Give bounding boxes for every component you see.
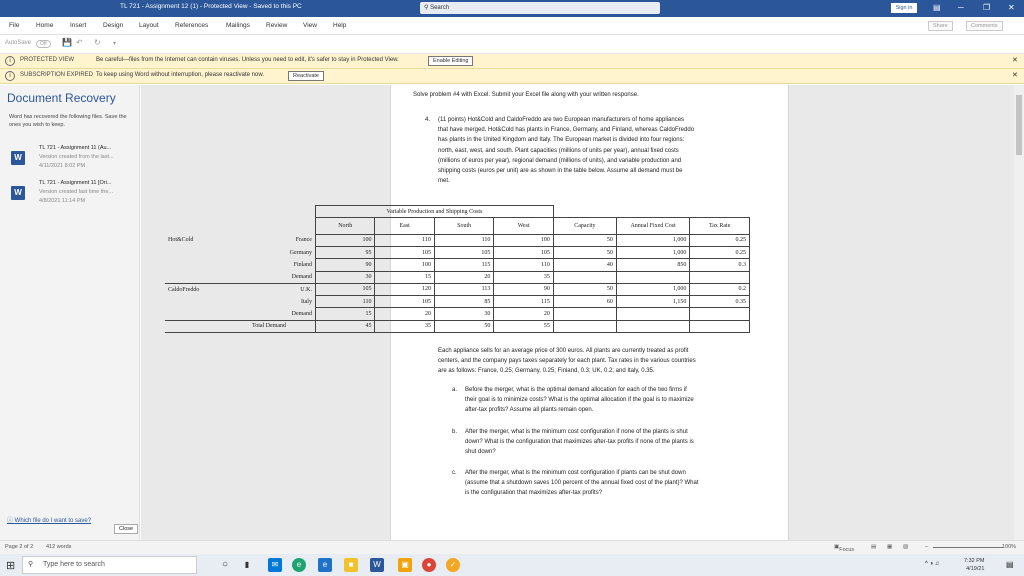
subscription-message: To keep using Word without interruption, please reactivate now. [96, 72, 264, 78]
tab-mailings[interactable]: Mailings [226, 22, 250, 29]
table-cell: 20 [434, 271, 493, 283]
problem-line: shipping costs (euros per unit) are as shown in the table below. Assume all demand must be [438, 168, 683, 174]
document-recovery-pane [0, 85, 140, 540]
page-indicator[interactable]: Page 2 of 2 [5, 544, 34, 550]
cost-table [165, 205, 750, 333]
table-row [165, 308, 750, 320]
which-file-link[interactable]: ⓘ Which file do I want to save? [7, 518, 92, 524]
table-cell: 30 [315, 271, 374, 283]
question-letter: c. [452, 470, 457, 476]
file-name: TL 721 - Assignment 11 [Ori... [39, 180, 112, 186]
table-cell: 105 [434, 246, 493, 258]
col-header: West [494, 218, 553, 234]
table-row [165, 271, 750, 283]
row-group [165, 308, 249, 320]
recovered-file-item[interactable] [9, 145, 137, 179]
table-cell: 100 [315, 234, 374, 246]
word-file-icon: W [11, 186, 25, 200]
table-cell: 15 [315, 308, 374, 320]
paragraph-line: Each appliance sells for an average price of 300 euros. All plants are currently treated as profit [438, 348, 689, 354]
notifications-icon[interactable]: ▤ [1006, 560, 1014, 569]
table-cell: 90 [315, 259, 374, 271]
row-group [165, 246, 249, 258]
search-placeholder: Search [430, 5, 450, 11]
subscription-label: SUBSCRIPTION EXPIRED [20, 72, 94, 78]
task-view-icon[interactable]: ▮ [244, 560, 250, 569]
status-bar [0, 540, 1024, 554]
table-cell: 1,000 [616, 246, 689, 258]
question-line: is the configuration that maximizes after-tax profits? [465, 490, 603, 497]
table-cell [690, 320, 750, 332]
table-cell [553, 308, 616, 320]
table-cell [616, 271, 689, 283]
table-cell: 35 [375, 320, 434, 332]
tab-design[interactable]: Design [103, 22, 124, 29]
table-cell: 105 [494, 246, 553, 258]
tab-view[interactable]: View [303, 22, 317, 29]
table-cell: 20 [375, 308, 434, 320]
row-label: Germany [289, 249, 312, 256]
word-taskbar-icon[interactable]: W [370, 558, 384, 572]
problem-line: (11 points) Hot&Cold and CaldoFreddo are two European manufacturers of home appliances [438, 117, 685, 123]
protected-view-bar [0, 54, 1024, 69]
quick-access-toolbar [0, 36, 1024, 54]
print-layout-icon[interactable]: ▦ [887, 544, 893, 550]
zoom-slider[interactable] [933, 547, 1003, 548]
col-header: Capacity [553, 218, 616, 234]
tab-home[interactable]: Home [36, 22, 54, 29]
problem-line: (millions of euros per year), regional demand (millions of units), and variable production and [438, 157, 682, 164]
row-group [165, 259, 249, 271]
search-box[interactable]: ⚲ Search [420, 2, 660, 14]
norton-icon[interactable]: ✓ [446, 558, 460, 572]
reactivate-button[interactable]: Reactivate [288, 71, 324, 81]
info-icon: i [5, 71, 15, 81]
title-bar [0, 0, 1024, 17]
scroll-thumb[interactable] [1016, 95, 1022, 155]
row-group: Hot&Cold [168, 237, 194, 244]
table-row [165, 320, 750, 332]
enable-editing-button[interactable]: Enable Editing [428, 56, 473, 66]
redo-icon[interactable]: ↻ [94, 38, 101, 47]
table-cell: 105 [375, 246, 434, 258]
table-cell [690, 271, 750, 283]
recovery-description: Word has recovered the following files. Save the ones you wish to keep. [9, 114, 127, 128]
table-row [165, 296, 750, 308]
restore-button[interactable]: ❐ [983, 3, 991, 12]
recovered-file-item[interactable] [9, 180, 137, 214]
clock[interactable]: 7:32 PM 4/19/21 [964, 558, 985, 572]
edge-icon[interactable]: e [292, 558, 306, 572]
table-cell: 95 [315, 246, 374, 258]
tab-file[interactable]: File [9, 22, 20, 29]
question-line: down? What is the configuration that maximizes after-tax profits if none of the plants is [465, 439, 694, 446]
recovery-title: Document Recovery [7, 91, 116, 105]
row-label: Total Demand [249, 320, 315, 332]
table-cell: 110 [315, 296, 374, 308]
table-cell: 55 [494, 320, 553, 332]
row-group [165, 271, 249, 283]
paragraph-line: centers, and the company pays taxes separately for each plant. Tax rates in the various countries [438, 358, 696, 365]
table-cell: 15 [375, 271, 434, 283]
tray-icons[interactable]: ^ ◑ ♫ [925, 561, 940, 567]
info-icon: i [5, 56, 15, 66]
table-cell: 1,000 [616, 283, 689, 295]
file-explorer-icon[interactable]: ■ [344, 558, 358, 572]
table-row [165, 246, 750, 258]
row-label: Demand [249, 308, 315, 320]
question-line: shut down? [465, 449, 496, 456]
problem-line: north, east, west, and south. Plant capacities (millions of units per year), annual fixed costs [438, 147, 679, 154]
table-cell: 0.25 [690, 234, 750, 246]
table-cell: 1,000 [616, 234, 689, 246]
zoom-out-button[interactable]: – [925, 544, 929, 550]
cortana-icon[interactable]: ○ [221, 559, 229, 570]
tab-insert[interactable]: Insert [70, 22, 87, 29]
subscription-bar [0, 69, 1024, 84]
file-date: 4/11/2021 8:02 PM [39, 163, 86, 169]
mail-icon[interactable]: ✉ [268, 558, 282, 572]
file-name: TL 721 - Assignment 11 (Au... [39, 145, 112, 151]
ribbon-display-icon[interactable]: ▤ [933, 3, 941, 12]
table-cell: 113 [434, 283, 493, 295]
close-recovery-button[interactable]: Close [114, 524, 138, 534]
close-bar-icon[interactable]: ✕ [1012, 57, 1018, 64]
table-cell: 50 [553, 246, 616, 258]
web-layout-icon[interactable]: ▧ [903, 544, 909, 550]
col-header: Annual Fixed Cost [616, 218, 689, 234]
sign-in-button[interactable]: Sign in [891, 3, 917, 13]
problem-number: 4. [425, 117, 431, 123]
col-header: Tax Rate [690, 218, 750, 234]
word-count[interactable]: 412 words [46, 544, 72, 550]
minimize-button[interactable]: ─ [958, 3, 964, 12]
tab-layout[interactable]: Layout [139, 22, 159, 29]
problem-line: met. [438, 178, 450, 185]
question-line: After the merger, what is the minimum cost configuration if none of the plants is shut [465, 429, 688, 435]
table-cell: 0.25 [690, 246, 750, 258]
table-cell: 0.2 [690, 283, 750, 295]
table-cell: 115 [434, 259, 493, 271]
question-letter: a. [452, 387, 458, 393]
question-line: Before the merger, what is the optimal demand allocation for each of the two firms if [465, 387, 687, 393]
table-cell: 110 [434, 234, 493, 246]
save-icon[interactable]: 💾 [62, 38, 72, 47]
vertical-scrollbar[interactable] [1014, 85, 1024, 540]
table-cell: 850 [616, 259, 689, 271]
tab-review[interactable]: Review [266, 22, 288, 29]
table-cell [553, 320, 616, 332]
customize-qat-icon[interactable]: ▾ [113, 41, 117, 47]
question-line: After the merger, what is the minimum cost configuration if plants can be shut down [465, 470, 686, 476]
table-cell: 35 [494, 271, 553, 283]
row-group [165, 320, 249, 332]
table-cell: 120 [375, 283, 434, 295]
table-cell: 1,150 [616, 296, 689, 308]
table-row [165, 283, 750, 295]
close-bar-icon[interactable]: ✕ [1012, 72, 1018, 79]
row-label: Italy [300, 298, 312, 305]
window-title: TL 721 - Assignment 12 (1) - Protected View - Saved to this PC [120, 3, 302, 10]
ie-icon[interactable]: e [318, 558, 332, 572]
file-date: 4/8/2021 11:14 PM [39, 198, 86, 204]
row-group: CaldoFreddo [168, 286, 200, 293]
comments-button[interactable]: Comments [966, 21, 1003, 31]
row-label: U.K. [300, 286, 312, 293]
protected-view-message: Be careful—files from the Internet can contain viruses. Unless you need to edit, it's safer to stay in Protected View. [96, 57, 399, 63]
share-button[interactable]: Share [928, 21, 953, 31]
row-label: Finland [293, 261, 312, 268]
col-header: South [434, 218, 493, 234]
col-header: North [315, 218, 374, 234]
table-cell: 50 [553, 283, 616, 295]
undo-icon[interactable]: ↶ [76, 38, 83, 47]
file-status: Version created from the last... [39, 154, 114, 160]
table-cell: 110 [494, 259, 553, 271]
autosave-toggle[interactable]: Off [36, 40, 51, 48]
table-cell: 20 [494, 308, 553, 320]
question-letter: b. [452, 429, 458, 435]
search-icon: ⚲ [28, 561, 34, 568]
windows-start-icon[interactable]: ⊞ [6, 560, 16, 572]
table-title: Variable Production and Shipping Costs [315, 206, 553, 218]
file-status: Version created last time the... [39, 189, 113, 195]
protected-view-label: PROTECTED VIEW [20, 57, 75, 63]
table-cell: 50 [434, 320, 493, 332]
row-label: Demand [249, 271, 315, 283]
autosave-label: AutoSave [5, 40, 32, 46]
table-cell: 105 [315, 283, 374, 295]
problem-line: that have merged. Hot&Cold has plants in France, Germany, and Finland, whereas CaldoFreddo [438, 127, 695, 134]
question-line: (assume that a shutdown saves 100 percent of the annual fixed cost of the plant)? What [465, 480, 699, 487]
ribbon-tabs [0, 17, 1024, 35]
table-cell: 90 [494, 283, 553, 295]
table-cell: 0.35 [690, 296, 750, 308]
table-cell: 100 [494, 234, 553, 246]
taskbar-search[interactable]: Type here to search [22, 556, 197, 574]
table-cell: 110 [375, 234, 434, 246]
tab-references[interactable]: References [175, 22, 209, 29]
table-row [165, 234, 750, 246]
taskbar [0, 554, 1024, 576]
chrome-icon[interactable]: ● [422, 558, 436, 572]
table-cell [616, 320, 689, 332]
table-cell [690, 308, 750, 320]
table-cell: 105 [375, 296, 434, 308]
close-window-button[interactable]: ✕ [1008, 3, 1015, 12]
row-group [165, 296, 249, 308]
zoom-level[interactable]: 100% [1002, 544, 1017, 550]
table-cell: 100 [375, 259, 434, 271]
table-cell: 50 [553, 234, 616, 246]
table-cell: 60 [553, 296, 616, 308]
tab-help[interactable]: Help [333, 22, 347, 29]
table-cell: 40 [553, 259, 616, 271]
table-cell [553, 271, 616, 283]
focus-button[interactable]: ▣ Focus [834, 544, 855, 553]
table-cell: 30 [434, 308, 493, 320]
paragraph-line: are as follows: France, 0.25; Germany, 0.25; Finland, 0.3; UK, 0.2; and Italy, 0.35. [438, 368, 655, 375]
problem-line: has plants in the United Kingdom and Italy. The European market is divided into four regions: [438, 137, 685, 144]
row-label: France [295, 237, 312, 244]
question-line: after-tax profits? Assume all plants remain open. [465, 407, 594, 414]
word-file-icon: W [11, 151, 25, 165]
intro-text: Solve problem #4 with Excel. Submit your Excel file along with your written response. [413, 92, 639, 98]
question-line: their goal is to minimize costs? What is the optimal allocation if the goal is to maximize [465, 397, 694, 404]
table-cell: 45 [315, 320, 374, 332]
table-cell [616, 308, 689, 320]
store-icon[interactable]: ▣ [398, 558, 412, 572]
table-cell: 85 [434, 296, 493, 308]
col-header: East [375, 218, 434, 234]
table-row [165, 259, 750, 271]
read-mode-icon[interactable]: ▤ [871, 544, 877, 550]
table-cell: 115 [494, 296, 553, 308]
table-cell: 0.3 [690, 259, 750, 271]
